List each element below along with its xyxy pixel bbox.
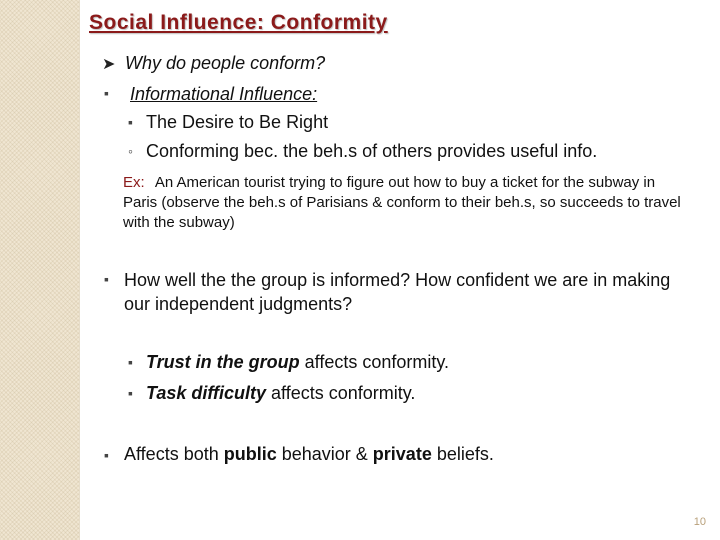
- factor-trust-bold: Trust in the group: [146, 352, 300, 372]
- affects-before: Affects both: [124, 444, 224, 464]
- factor-trust-rest: affects conformity.: [299, 352, 450, 372]
- square-bullet-icon: ▪: [128, 114, 133, 130]
- example-label: Ex:: [123, 174, 145, 191]
- example-text: An American tourist trying to figure out how to buy a ticket for the subway in Paris (observe the beh.s of Parisians & conform to their beh.s, so succeeds to travel with the subway): [123, 174, 681, 231]
- square-bullet-icon: ▪: [128, 385, 133, 401]
- informational-heading: Informational Influence:: [130, 84, 318, 104]
- factor-difficulty: [146, 383, 415, 404]
- informational-point-1: The Desire to Be Right: [146, 112, 329, 132]
- question-2-text: How well the the group is informed? How confident we are in making our independent judgments?: [124, 270, 671, 314]
- square-bullet-icon: ▪: [104, 447, 109, 463]
- affects-public: public: [223, 444, 277, 464]
- factor-difficulty-bold: Task difficulty: [146, 383, 267, 403]
- factor-difficulty-rest: affects conformity.: [266, 383, 416, 403]
- affects-middle: behavior &: [276, 444, 373, 464]
- square-bullet-icon: ▪: [104, 85, 109, 101]
- circle-bullet-icon: ◦: [128, 143, 133, 159]
- page-number: 10: [693, 516, 706, 528]
- slide-title: Social Influence: Conformity: [89, 11, 388, 34]
- square-bullet-icon: ▪: [128, 354, 133, 370]
- question-text: Why do people conform?: [125, 53, 326, 73]
- factor-trust: [146, 352, 449, 373]
- affects-private: private: [372, 444, 432, 464]
- affects-line: [124, 444, 494, 465]
- square-bullet-icon: ▪: [104, 271, 109, 287]
- affects-after: beliefs.: [431, 444, 494, 464]
- example-block: [123, 173, 683, 233]
- informational-point-2: Conforming bec. the beh.s of others provides useful info.: [146, 141, 598, 161]
- decorative-side-strip: [0, 0, 80, 540]
- arrow-bullet-icon: ➤: [102, 56, 116, 73]
